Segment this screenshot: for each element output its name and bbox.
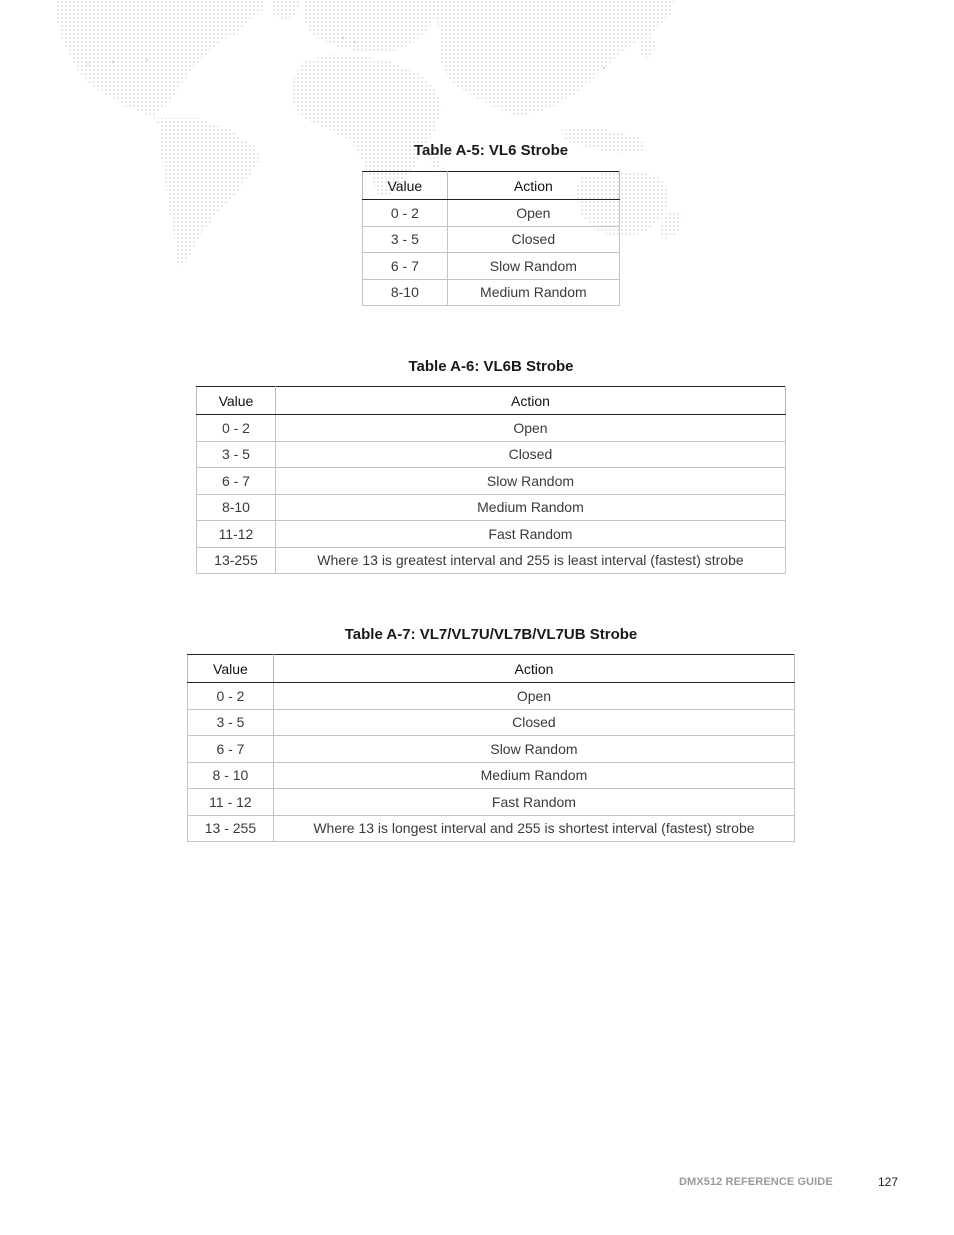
action-cell: Closed	[273, 709, 794, 736]
value-cell: 6 - 7	[188, 736, 274, 763]
table-row	[197, 521, 786, 548]
page-number: 127	[878, 1175, 899, 1189]
value-cell: 0 - 2	[197, 415, 276, 442]
table-a6	[196, 386, 786, 574]
value-cell: 13 - 255	[188, 815, 274, 842]
table-a5-title: Table A-5: VL6 Strobe	[413, 142, 569, 159]
value-cell: 3 - 5	[197, 441, 276, 468]
table-a6-title: Table A-6: VL6B Strobe	[408, 358, 574, 375]
action-cell: Slow Random	[447, 253, 619, 280]
table-header-row	[188, 655, 795, 683]
value-cell: 6 - 7	[197, 468, 276, 495]
table-row	[197, 441, 786, 468]
table-header-row	[197, 387, 786, 415]
action-cell: Where 13 is greatest interval and 255 is least interval (fastest) strobe	[275, 547, 785, 574]
column-header-action: Action	[273, 655, 794, 683]
table-row	[188, 709, 795, 736]
action-cell: Open	[273, 683, 794, 710]
action-cell: Open	[447, 200, 619, 227]
action-cell: Medium Random	[273, 762, 794, 789]
table-a5	[362, 171, 620, 306]
value-cell: 0 - 2	[188, 683, 274, 710]
value-cell: 8-10	[363, 279, 448, 306]
column-header-value: Value	[188, 655, 274, 683]
footer-guide-title: DMX512 REFERENCE GUIDE	[679, 1176, 833, 1188]
table-row	[363, 226, 620, 253]
value-cell: 11-12	[197, 521, 276, 548]
action-cell: Fast Random	[273, 789, 794, 816]
table-header-row	[363, 172, 620, 200]
table-row	[197, 415, 786, 442]
table-row	[363, 279, 620, 306]
action-cell: Medium Random	[275, 494, 785, 521]
value-cell: 8-10	[197, 494, 276, 521]
action-cell: Slow Random	[273, 736, 794, 763]
action-cell: Closed	[275, 441, 785, 468]
value-cell: 6 - 7	[363, 253, 448, 280]
action-cell: Closed	[447, 226, 619, 253]
table-row	[197, 494, 786, 521]
action-cell: Open	[275, 415, 785, 442]
value-cell: 3 - 5	[188, 709, 274, 736]
value-cell: 11 - 12	[188, 789, 274, 816]
action-cell: Where 13 is longest interval and 255 is shortest interval (fastest) strobe	[273, 815, 794, 842]
table-row	[197, 547, 786, 574]
table-row	[188, 736, 795, 763]
table-a7	[187, 654, 795, 842]
value-cell: 13-255	[197, 547, 276, 574]
column-header-value: Value	[197, 387, 276, 415]
value-cell: 0 - 2	[363, 200, 448, 227]
action-cell: Fast Random	[275, 521, 785, 548]
action-cell: Medium Random	[447, 279, 619, 306]
value-cell: 3 - 5	[363, 226, 448, 253]
table-row	[188, 815, 795, 842]
column-header-action: Action	[447, 172, 619, 200]
table-row	[363, 253, 620, 280]
table-row	[363, 200, 620, 227]
column-header-action: Action	[275, 387, 785, 415]
column-header-value: Value	[363, 172, 448, 200]
table-row	[188, 789, 795, 816]
table-row	[197, 468, 786, 495]
table-row	[188, 683, 795, 710]
action-cell: Slow Random	[275, 468, 785, 495]
table-row	[188, 762, 795, 789]
table-a7-title: Table A-7: VL7/VL7U/VL7B/VL7UB Strobe	[344, 626, 638, 643]
value-cell: 8 - 10	[188, 762, 274, 789]
